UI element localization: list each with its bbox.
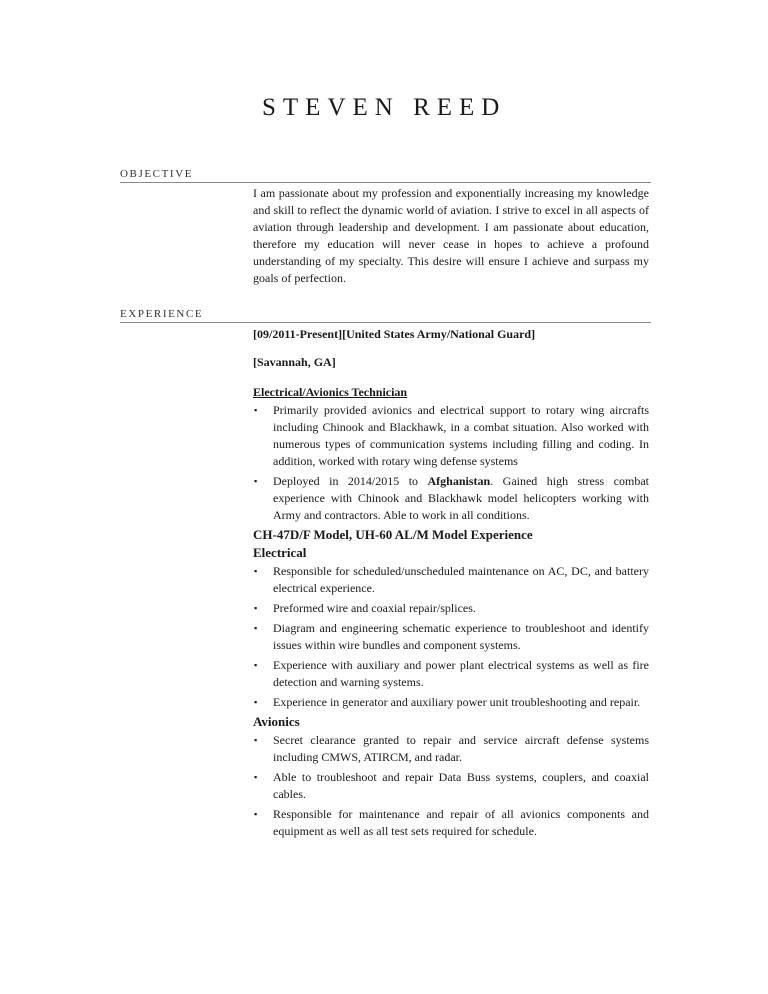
list-item: ▪ Preformed wire and coaxial repair/splices. bbox=[254, 601, 476, 615]
bullet-icon: ▪ bbox=[254, 623, 258, 633]
bullet-icon: ▪ bbox=[254, 405, 258, 415]
deployment-location: Afghanistan bbox=[427, 474, 491, 488]
list-item: ▪ Able to troubleshoot and repair Data Buss systems, couplers, and coaxial cables. bbox=[254, 770, 649, 801]
list-item: ▪ Responsible for scheduled/unscheduled maintenance on AC, DC, and battery electrical experience. bbox=[254, 564, 649, 595]
objective-text: I am passionate about my profession and exponentially increasing my knowledge and skill to reflect the dynamic world of aviation. I strive to excel in all aspects of aviation through leadership and development. I am passionate about education, therefore my education will never cease in hopes to achieve a profound understanding of my specialty. This desire will ensure I achieve and surpass my goals of perfection. bbox=[253, 186, 649, 285]
job-summary-list bbox=[253, 402, 649, 524]
job-title: Electrical/Avionics Technician bbox=[253, 385, 408, 399]
objective-label: OBJECTIVE bbox=[120, 168, 194, 180]
bullet-icon: ▪ bbox=[254, 697, 258, 707]
experience-label: EXPERIENCE bbox=[120, 308, 204, 320]
bullet-icon: ▪ bbox=[254, 735, 258, 745]
list-item: ▪ Responsible for maintenance and repair of all avionics components and equipment as well as all test sets required for schedule. bbox=[254, 807, 649, 838]
list-item: ▪ Deployed in 2014/2015 to Afghanistan. Gained high stress combat experience with Chinook and Blackhawk model helicopters working with Army and contractors. Able to work in all conditions. bbox=[254, 474, 649, 522]
job-dates-employer: [09/2011-Present][United States Army/National Guard] bbox=[253, 327, 536, 341]
avionics-list bbox=[253, 732, 649, 840]
electrical-heading: Electrical bbox=[253, 545, 307, 560]
objective-divider bbox=[120, 182, 651, 183]
bullet-icon: ▪ bbox=[254, 603, 258, 613]
electrical-list bbox=[253, 563, 649, 711]
bullet-icon: ▪ bbox=[254, 660, 258, 670]
experience-divider bbox=[120, 322, 651, 323]
list-item: ▪ Experience with auxiliary and power plant electrical systems as well as fire detection and warning systems. bbox=[254, 658, 649, 689]
list-item: ▪ Secret clearance granted to repair and service aircraft defense systems including CMWS, ATIRCM, and radar. bbox=[254, 733, 649, 764]
model-experience-heading: CH-47D/F Model, UH-60 AL/M Model Experience bbox=[253, 527, 533, 542]
list-item: ▪ Primarily provided avionics and electrical support to rotary wing aircrafts including Chinook and Blackhawk, in a combat situation. Also worked with numerous types of communication systems including filling and coding. In addition, worked with rotary wing defense systems bbox=[254, 403, 649, 468]
job-location: [Savannah, GA] bbox=[253, 355, 336, 369]
bullet-icon: ▪ bbox=[254, 772, 258, 782]
list-item: ▪ Experience in generator and auxiliary power unit troubleshooting and repair. bbox=[254, 695, 641, 709]
experience-section bbox=[253, 326, 649, 840]
bullet-icon: ▪ bbox=[254, 566, 258, 576]
resume-name: STEVEN REED bbox=[262, 94, 507, 121]
list-item: ▪ Diagram and engineering schematic experience to troubleshoot and identify issues within wire bundles and component systems. bbox=[254, 621, 649, 652]
avionics-heading: Avionics bbox=[253, 714, 300, 729]
bullet-icon: ▪ bbox=[254, 476, 258, 486]
bullet-icon: ▪ bbox=[254, 809, 258, 819]
